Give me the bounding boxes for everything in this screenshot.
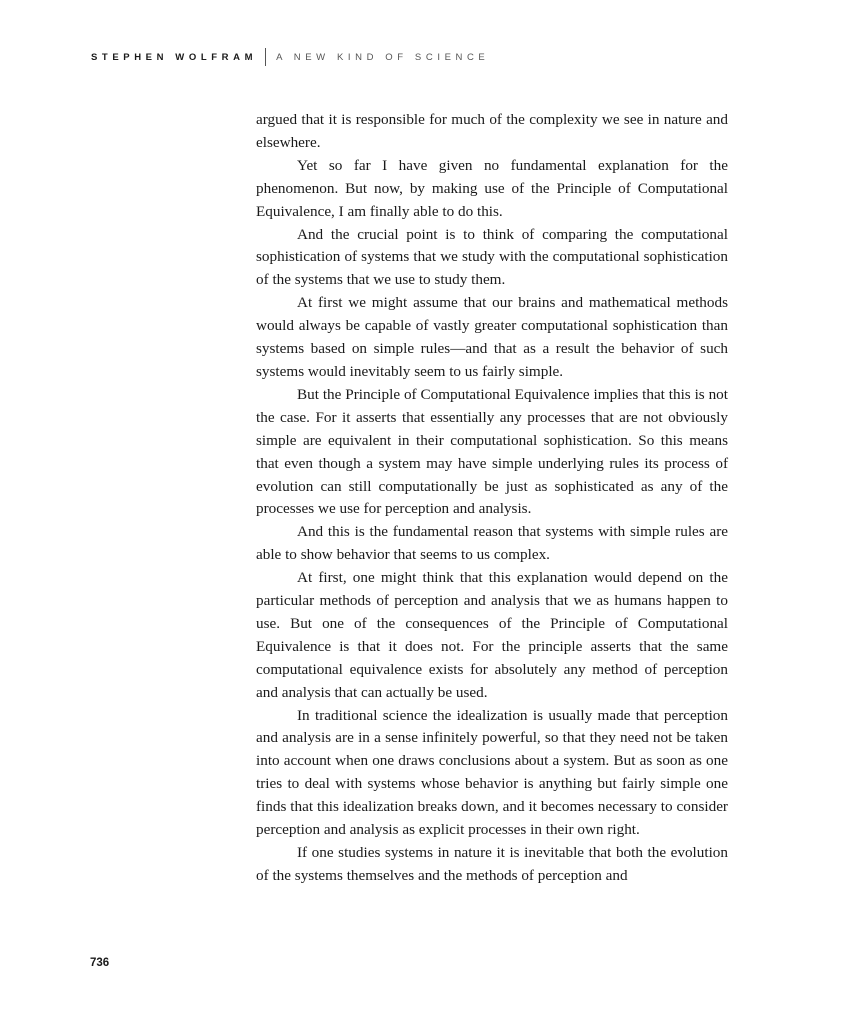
paragraph: In traditional science the idealization is usually made that perception and analysis are in a sense infinitely powerful, so that they need not be taken into account when one draws conclusions about a system. But as soon as one tries to deal with systems whose behavior is anything but fairly simple one finds that this idealization breaks down, and it becomes necessary to consider perception and analysis as explicit processes in their own right.: [256, 706, 728, 839]
paragraph: Yet so far I have given no fundamental explanation for the phenomenon. But now, by making use of the Principle of Computational Equivalence, I am finally able to do this.: [256, 156, 728, 220]
running-head-book-title: A NEW KIND OF SCIENCE: [276, 51, 490, 63]
body-text: [256, 109, 728, 888]
running-head: [91, 48, 489, 66]
paragraph: At first we might assume that our brains and mathematical methods would always be capable of vastly greater computational sophistication than systems based on simple rules—and that as a result the behavior of such systems would inevitably seem to us fairly simple.: [256, 294, 728, 380]
paragraph: At first, one might think that this explanation would depend on the particular methods of perception and analysis that we as humans happen to use. But one of the consequences of the Principle of Computational Equivalence is that it does not. For the principle asserts that the same computational equivalence exists for absolutely any method of perception and analysis that can actually be used.: [256, 569, 728, 701]
paragraph: And this is the fundamental reason that systems with simple rules are able to show behavior that seems to us complex.: [256, 523, 728, 564]
paragraph: And the crucial point is to think of comparing the computational sophistication of systems that we study with the computational sophistication of the systems that we use to study them.: [256, 225, 728, 289]
page-number: 736: [90, 957, 110, 969]
paragraph: If one studies systems in nature it is inevitable that both the evolution of the systems themselves and the methods of perception and: [256, 844, 728, 884]
running-head-divider: [265, 48, 266, 66]
running-head-author: STEPHEN WOLFRAM: [91, 51, 258, 63]
paragraph: But the Principle of Computational Equivalence implies that this is not the case. For it asserts that essentially any processes that are not obviously simple are equivalent in their computational sophistication. So this means that even though a system may have simple underlying rules its process of evolution can still computationally be just as sophisticated as any of the processes we use for perception and analysis.: [256, 385, 728, 518]
paragraph-continued: argued that it is responsible for much of the complexity we see in nature and elsewhere.: [256, 111, 728, 151]
